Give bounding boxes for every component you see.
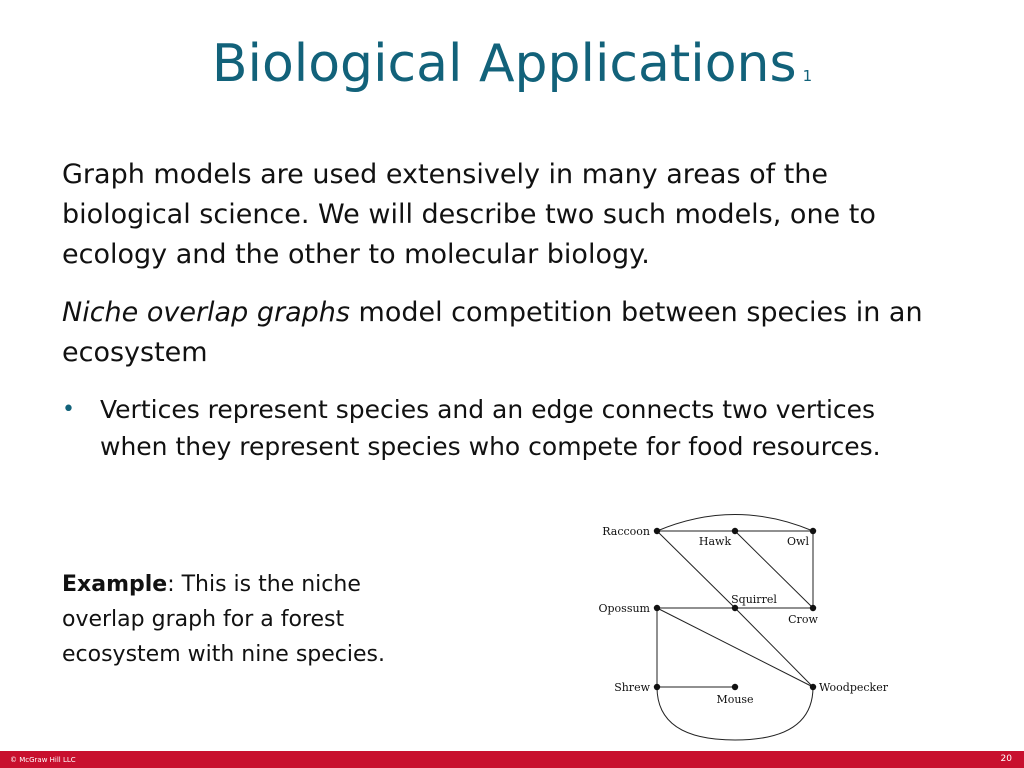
slide-title [0,34,1024,94]
niche-overlap-description: model competition between species in an ecosystem [62,297,923,368]
label-owl: Owl [787,535,809,548]
page-number: 20 [1000,754,1012,764]
label-squirrel: Squirrel [731,593,777,606]
vertex-owl [810,528,816,534]
vertex-opossum [654,605,660,611]
label-woodpecker: Woodpecker [819,681,888,694]
niche-overlap-graph [595,508,895,743]
label-opossum: Opossum [598,602,650,615]
label-raccoon: Raccoon [602,525,650,538]
example-description: : This is the niche overlap graph for a forest ecosystem with nine species. [62,572,385,667]
vertex-shrew [654,684,660,690]
label-hawk: Hawk [698,535,732,548]
example-label: Example [62,572,168,597]
paragraph-intro: Graph models are used extensively in many areas of the biological science. We will describe two such models, one to ecology and the other to molecular biology. [62,159,876,270]
copyright-text: © McGraw Hill LLC [10,756,76,764]
label-mouse: Mouse [716,693,754,706]
slide-title-text: Biological Applications [211,34,797,94]
label-shrew: Shrew [614,681,650,694]
title-superscript: 1 [802,67,813,85]
bullet-text: Vertices represent species and an edge connects two vertices when they represent species who compete for food resources. [100,395,881,461]
vertex-mouse [732,684,738,690]
example-text-block [62,567,422,672]
vertex-hawk [732,528,738,534]
footer-bar [0,751,1024,768]
vertex-woodpecker [810,684,816,690]
vertex-crow [810,605,816,611]
vertex-raccoon [654,528,660,534]
bullet-list [62,391,952,465]
label-crow: Crow [788,613,818,626]
slide-body [62,155,952,465]
niche-overlap-term: Niche overlap graphs [62,297,350,328]
paragraph-niche [62,293,952,373]
bullet-dot-icon: • [62,397,75,422]
bullet-item [62,391,900,465]
